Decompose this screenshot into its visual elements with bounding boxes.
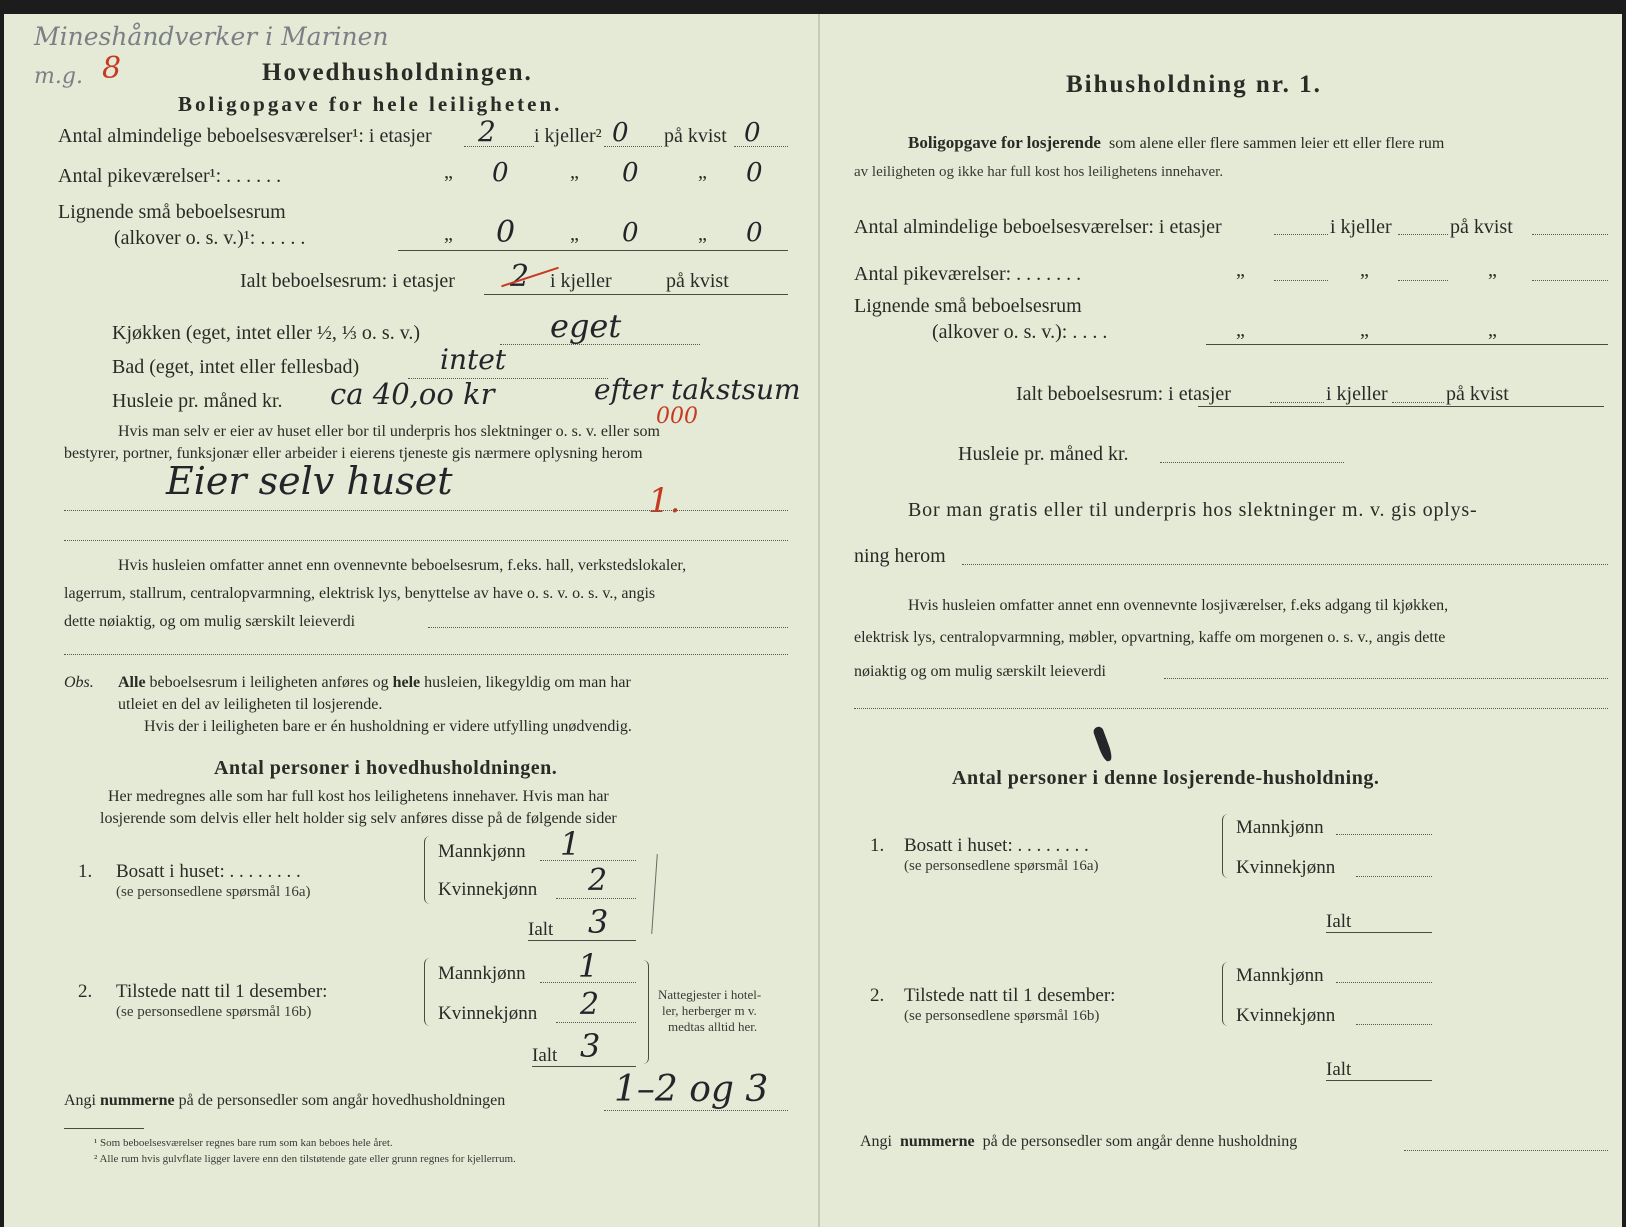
rent-value: ca 40,oo kr <box>330 377 495 411</box>
q1-kvinne-label: Kvinnekjønn <box>438 879 538 900</box>
right-q2-number: 2. <box>870 985 885 1006</box>
right-q2-label: Tilstede natt til 1 desember: <box>904 985 1116 1006</box>
right-pike-line-2 <box>1398 280 1448 281</box>
right-extra-2: elektrisk lys, centralopvarmning, møbler, opvartning, kaffe om morgenen o. s. v., angis dette <box>854 629 1446 646</box>
numbers-text-c: på de personsedler som angår hovedhusholdningen <box>178 1092 506 1109</box>
right-q2-kvinne-label: Kvinnekjønn <box>1236 1005 1336 1026</box>
pike-label: Antal pikeværelser¹: . . . . . . <box>58 165 282 187</box>
q2-ialt-line <box>532 1066 636 1067</box>
small-value-etasjer: 0 <box>496 215 516 250</box>
right-q2-mann-label: Mannkjønn <box>1236 965 1324 986</box>
q2-kvinne-line <box>556 1022 636 1023</box>
right-persons-title: Antal personer i denne losjerende-husholdning. <box>952 767 1380 789</box>
right-q1-sublabel: (se personsedlene spørsmål 16a) <box>904 858 1099 874</box>
right-numbers-underline <box>1404 1150 1608 1151</box>
q1-brace <box>424 836 433 904</box>
obs-line-1 <box>118 675 631 691</box>
night-note-2: ler, herberger m v. <box>662 1003 757 1018</box>
q2-ialt-value: 3 <box>580 1027 601 1065</box>
obs-text-1d: husleien, likegyldig om man har <box>424 674 631 691</box>
numbers-text-a: Angi <box>64 1092 96 1109</box>
right-q2-sublabel: (se personsedlene spørsmål 16b) <box>904 1008 1100 1024</box>
census-form-sheet <box>4 14 1622 1227</box>
q1-number: 1. <box>78 861 93 882</box>
persons-text-2: losjerende som delvis eller helt holder sig selv anføres disse på de følgende sider <box>100 810 617 827</box>
right-q1-label: Bosatt i huset: . . . . . . . . <box>904 835 1089 856</box>
right-q1-mann-label: Mannkjønn <box>1236 817 1324 838</box>
rent-note: efter takstsum <box>594 373 801 406</box>
right-total-etasjer-line <box>1270 402 1324 403</box>
q2-ialt-label: Ialt <box>532 1045 558 1066</box>
footnote-2: ² Alle rum hvis gulvflate ligger lavere enn den tilstøtende gate eller grunn regnes for kjellerrum. <box>94 1153 516 1165</box>
total-kvist-label: på kvist <box>666 270 729 292</box>
right-extra-1: Hvis husleien omfatter annet enn ovennevnte losjiværelser, f.eks adgang til kjøkken, <box>908 597 1449 614</box>
right-page-title: Bihusholdning nr. 1. <box>1066 71 1322 98</box>
kitchen-value: eget <box>550 307 622 345</box>
small-rooms-sublabel: (alkover o. s. v.)¹: . . . . . <box>114 227 306 249</box>
right-extra-line-2 <box>854 708 1608 709</box>
persons-title: Antal personer i hovedhusholdningen. <box>214 757 558 779</box>
page-fold <box>818 14 820 1227</box>
red-number: 8 <box>102 51 122 86</box>
right-small-quote-1: „ <box>1236 319 1245 341</box>
obs-label: Obs. <box>64 674 94 691</box>
rooms-etasjer-value: 2 <box>478 115 496 148</box>
owner-red-mark: 1. <box>648 481 681 521</box>
obs-bold-alle: Alle <box>118 674 146 691</box>
right-rooms-kjeller-label: i kjeller <box>1330 216 1392 238</box>
footnote-1: ¹ Som beboelsesværelser regnes bare rum som kan beboes hele året. <box>94 1137 393 1149</box>
total-kjeller-label: i kjeller <box>550 270 612 292</box>
right-small-sublabel: (alkover o. s. v.): . . . . <box>932 321 1108 343</box>
right-small-line <box>1206 344 1608 345</box>
right-rent-line <box>1160 462 1344 463</box>
right-q1-kvinne-line <box>1356 876 1432 877</box>
pencil-stroke <box>651 854 658 934</box>
extra-text-2: lagerrum, stallrum, centralopvarmning, elektrisk lys, benyttelse av have o. s. v. o. s. v., angis <box>64 585 656 602</box>
persons-text-1: Her medregnes alle som har full kost hos leilighetens innehaver. Hvis man har <box>108 788 609 805</box>
q2-number: 2. <box>78 981 93 1002</box>
pike-quote-3: „ <box>698 161 707 183</box>
right-total-kjeller: i kjeller <box>1326 383 1388 405</box>
q1-mann-line <box>540 860 636 861</box>
obs-text-1b: beboelsesrum i leiligheten anføres og <box>149 674 389 691</box>
rent-label: Husleie pr. måned kr. <box>112 390 283 412</box>
right-pike-quote-2: „ <box>1360 259 1369 281</box>
small-value-kjeller: 0 <box>622 218 639 248</box>
q1-sublabel: (se personsedlene spørsmål 16a) <box>116 884 311 900</box>
page-subtitle: Boligopgave for hele leiligheten. <box>178 92 563 116</box>
right-pike-quote-3: „ <box>1488 259 1497 281</box>
footnote-rule <box>64 1128 144 1129</box>
rooms-kvist-value: 0 <box>744 118 761 148</box>
extra-line-1 <box>428 627 788 628</box>
numbers-bold: nummerne <box>100 1092 175 1109</box>
small-quote-2: „ <box>570 223 579 245</box>
q2-right-brace <box>640 960 649 1064</box>
numbers-line <box>64 1093 505 1109</box>
total-rooms-label: Ialt beboelsesrum: i etasjer <box>240 270 455 292</box>
owner-line-1 <box>64 510 788 511</box>
q2-brace <box>424 958 433 1026</box>
right-q1-ialt-line <box>1326 932 1432 933</box>
right-q2-brace <box>1222 962 1231 1026</box>
right-total-label: Ialt beboelsesrum: i etasjer <box>1016 383 1231 405</box>
right-free-line-2: ning herom <box>854 545 946 567</box>
right-pike-quote-1: „ <box>1236 259 1245 281</box>
right-rooms-kjeller-line <box>1398 234 1448 235</box>
owner-line-2 <box>64 540 788 541</box>
kitchen-label: Kjøkken (eget, intet eller ½, ⅓ o. s. v.) <box>112 322 421 344</box>
total-rooms-value: 2 <box>510 259 530 294</box>
right-small-quote-3: „ <box>1488 319 1497 341</box>
small-quote-1: „ <box>444 223 453 245</box>
extra-line-2 <box>64 654 788 655</box>
q2-mann-label: Mannkjønn <box>438 963 526 984</box>
rooms-kjeller-value: 0 <box>612 118 629 148</box>
bath-label: Bad (eget, intet eller fellesbad) <box>112 356 360 378</box>
total-rooms-line <box>484 294 788 295</box>
right-q2-mann-line <box>1336 982 1432 983</box>
bath-value: intet <box>440 343 507 376</box>
right-rooms-kvist-label: på kvist <box>1450 216 1513 238</box>
ink-blot <box>1092 725 1114 762</box>
pike-quote-2: „ <box>570 161 579 183</box>
right-intro-line-1 <box>908 134 1444 152</box>
q1-mann-label: Mannkjønn <box>438 841 526 862</box>
pike-value-kjeller: 0 <box>622 158 639 188</box>
night-note-3: medtas alltid her. <box>668 1019 758 1034</box>
q2-mann-value: 1 <box>578 947 599 985</box>
q2-label: Tilstede natt til 1 desember: <box>116 981 328 1002</box>
pike-quote-1: „ <box>444 161 453 183</box>
obs-bold-hele: hele <box>392 674 421 691</box>
right-numbers-line <box>860 1134 1297 1150</box>
night-note-1: Nattegjester i hotel- <box>658 987 762 1002</box>
right-intro-line-2: av leiligheten og ikke har full kost hos leilighetens innehaver. <box>854 164 1224 180</box>
rooms-kvist-line <box>734 146 788 147</box>
extra-text-1: Hvis husleien omfatter annet enn ovennevnte beboelsesrum, f.eks. hall, verkstedslokaler, <box>118 557 687 574</box>
right-q1-number: 1. <box>870 835 885 856</box>
owner-value: Eier selv huset <box>166 459 453 503</box>
small-rooms-label: Lignende små beboelsesrum <box>58 201 286 223</box>
rent-note-zeros: 000 <box>656 404 698 429</box>
right-small-quote-2: „ <box>1360 319 1369 341</box>
right-rooms-kvist-line <box>1532 234 1608 235</box>
small-quote-3: „ <box>698 223 707 245</box>
q1-kvinne-line <box>556 898 636 899</box>
rooms-label: Antal almindelige beboelsesværelser¹: i etasjer <box>58 125 432 147</box>
right-intro-text: som alene eller flere sammen leier ett eller flere rum <box>1108 135 1445 152</box>
q2-mann-line <box>540 982 636 983</box>
right-q1-kvinne-label: Kvinnekjønn <box>1236 857 1336 878</box>
right-free-underline <box>962 564 1608 565</box>
page-title: Hovedhusholdningen. <box>262 59 533 86</box>
right-numbers-bold: nummerne <box>900 1133 975 1150</box>
right-pike-label: Antal pikeværelser: . . . . . . . <box>854 263 1082 285</box>
pencil-mg-note: m.g. <box>34 64 83 89</box>
right-rooms-label: Antal almindelige beboelsesværelser: i etasjer <box>854 216 1222 238</box>
q2-sublabel: (se personsedlene spørsmål 16b) <box>116 1004 312 1020</box>
right-intro-bold: Boligopgave for losjerende <box>908 133 1101 152</box>
right-total-kvist: på kvist <box>1446 383 1509 405</box>
pike-value-kvist: 0 <box>746 158 763 188</box>
right-q2-ialt-label: Ialt <box>1326 1059 1352 1080</box>
owner-text-2: bestyrer, portner, funksjonær eller arbeider i eierens tjeneste gis nærmere oplysning herom <box>64 445 643 462</box>
rooms-kjeller-label: i kjeller² <box>534 125 602 147</box>
rooms-kvist-label: på kvist <box>664 125 727 147</box>
pike-value-etasjer: 0 <box>492 158 509 188</box>
small-value-kvist: 0 <box>746 218 763 248</box>
right-q1-mann-line <box>1336 834 1432 835</box>
numbers-line-underline <box>604 1110 788 1111</box>
q1-ialt-line <box>528 940 636 941</box>
right-q2-kvinne-line <box>1356 1024 1432 1025</box>
right-q1-ialt-label: Ialt <box>1326 911 1352 932</box>
extra-text-3: dette nøiaktig, og om mulig særskilt leieverdi <box>64 613 356 630</box>
right-numbers-text-c: på de personsedler som angår denne husholdning <box>982 1133 1298 1150</box>
right-total-line <box>1198 406 1604 407</box>
right-pike-line-1 <box>1274 280 1328 281</box>
rooms-etasjer-line <box>464 146 534 147</box>
right-pike-line-3 <box>1532 280 1608 281</box>
q1-ialt-value: 3 <box>588 903 609 941</box>
q2-kvinne-value: 2 <box>580 987 600 1022</box>
right-q2-ialt-line <box>1326 1080 1432 1081</box>
q2-kvinne-label: Kvinnekjønn <box>438 1003 538 1024</box>
right-small-label: Lignende små beboelsesrum <box>854 295 1082 317</box>
right-numbers-text-a: Angi <box>860 1133 892 1150</box>
right-extra-line-1 <box>1164 678 1608 679</box>
right-extra-3: nøiaktig og om mulig særskilt leieverdi <box>854 663 1106 680</box>
obs-line-3: Hvis der i leiligheten bare er én husholdning er videre utfylling unødvendig. <box>144 718 632 735</box>
owner-text-1: Hvis man selv er eier av huset eller bor til underpris hos slektninger o. s. v. eller som <box>118 423 660 440</box>
q1-mann-value: 1 <box>560 825 581 863</box>
small-rooms-line <box>398 250 788 251</box>
q1-label: Bosatt i huset: . . . . . . . . <box>116 861 301 882</box>
right-total-kjeller-line <box>1392 402 1444 403</box>
numbers-value: 1–2 og 3 <box>614 1069 769 1110</box>
q1-ialt-label: Ialt <box>528 919 554 940</box>
right-rooms-etasjer-line <box>1274 234 1328 235</box>
q1-kvinne-value: 2 <box>588 863 608 898</box>
right-rent-label: Husleie pr. måned kr. <box>958 443 1129 465</box>
right-free-line-1: Bor man gratis eller til underpris hos slektninger m. v. gis oplys- <box>908 499 1478 521</box>
pencil-header-note: Mineshåndverker i Marinen <box>34 22 389 51</box>
right-q1-brace <box>1222 814 1231 878</box>
obs-line-2: utleiet en del av leiligheten til losjerende. <box>118 696 383 713</box>
